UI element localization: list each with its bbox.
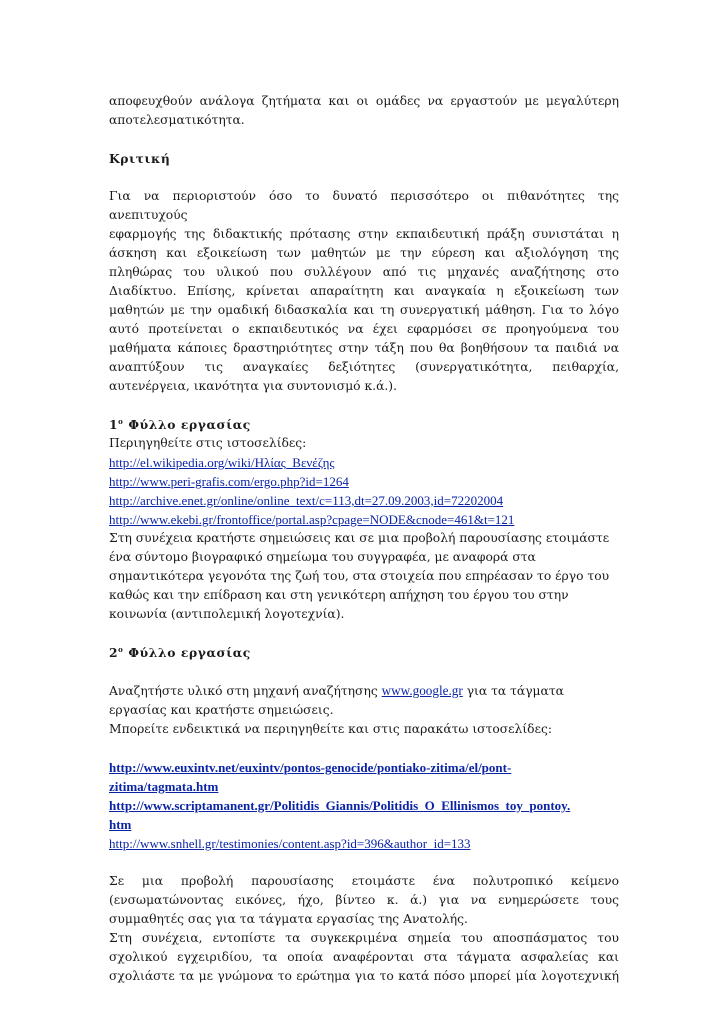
closing-line: (ενσωματώνοντας εικόνες, ήχο, βίντεο κ. ά.) για να ενημερώσετε τους — [109, 893, 619, 907]
instruction-line: ένα σύντομο βιογραφικό σημείωμα του συγγραφέα, με αναφορά στα — [109, 550, 536, 564]
instruction-line: καθώς και την επίδραση και στη γενικότερη απήχηση του έργου του στην — [109, 588, 569, 602]
critique-line: αυτενέργεια, ικανότητα για συντονισμό κ.ά.). — [109, 379, 398, 393]
critique-line: αυτό προτείνεται ο εκπαιδευτικός να έχει εφαρμόσει σε προηγούμενα του — [109, 322, 619, 336]
worksheet2-link[interactable]: http://www.snhell.gr/testimonies/content.asp?id=396&author_id=133 — [109, 836, 471, 851]
worksheet2-link[interactable]: htm — [109, 817, 132, 832]
worksheet1-heading: $1^o$ Φύλλο εργασίας — [109, 416, 251, 432]
closing-line: συμμαθητές σας για τα τάγματα εργασίας της Ανατολής. — [109, 912, 468, 926]
closing-line: Στη συνέχεια, εντοπίστε τα συγκεκριμένα σημεία του αποσπάσματος του — [109, 931, 619, 945]
critique-line: άσκηση και εξοικείωση των μαθητών με την εύρεση και αξιολόγηση της — [109, 246, 619, 260]
instruction-line: σημαντικότερα γεγονότα της ζωή του, στα στοιχεία που επηρέασαν το έργο του — [109, 569, 610, 583]
worksheet1-link[interactable]: http://archive.enet.gr/online/online_text/c=113,dt=27.09.2003,id=72202004 — [109, 493, 504, 508]
worksheet1-link[interactable]: http://el.wikipedia.org/wiki/Ηλίας_Βενέζης — [109, 455, 335, 470]
google-link[interactable]: www.google.gr — [381, 683, 463, 698]
critique-line: πληθώρας του υλικού που συλλέγουν από τις μηχανές αναζήτησης στο — [109, 265, 619, 279]
worksheet2-heading: $2^o$ Φύλλο εργασίας — [109, 644, 251, 660]
critique-paragraph — [109, 187, 619, 396]
critique-line: Για να περιοριστούν όσο το δυνατό περισσότερο οι πιθανότητες της ανεπιτυχούς — [109, 189, 619, 222]
worksheet2-link[interactable]: zitima/tagmata.htm — [109, 779, 219, 794]
worksheet1-instructions — [109, 529, 619, 624]
critique-heading: Κριτική — [109, 151, 171, 166]
critique-line: μαθητών με την ομαδική διδασκαλία και τη συνεργατική μάθηση. Για το λόγο — [109, 303, 619, 317]
critique-line: Διαδίκτυο. Επίσης, κρίνεται απαραίτητη και αναγκαία η εξοικείωση των — [109, 284, 619, 298]
worksheet2-search-line2: εργασίας και κρατήστε σημειώσεις. — [109, 703, 334, 717]
document-page — [109, 92, 619, 986]
instruction-line: κοινωνία (αντιπολεμική λογοτεχνία). — [109, 607, 345, 621]
critique-line: αναπτύξουν τις αναγκαίες δεξιότητες (συνεργατικότητα, πειθαρχία, — [109, 360, 619, 374]
instruction-line: Στη συνέχεια κρατήστε σημειώσεις και σε μια προβολή παρουσίασης ετοιμάστε — [109, 531, 610, 545]
closing-line: σχολικού εγχειριδίου, τα οποία αναφέρονται στα τάγματα ασφαλείας και — [109, 950, 619, 964]
closing-line: σχολιάστε τα με γνώμονα το ερώτημα για το κατά πόσο μπορεί μία λογοτεχνική — [109, 969, 619, 983]
critique-line: εφαρμογής της διδακτικής πρότασης στην εκπαιδευτική πράξη συνιστάται η — [109, 227, 619, 241]
worksheet2-closing — [109, 872, 619, 986]
worksheet2-link[interactable]: http://www.scriptamanent.gr/Politidis_Giannis/Politidis_O_Ellinismos_toy_pontoy. — [109, 798, 571, 813]
intro-line: αποτελεσματικότητα. — [109, 113, 245, 127]
intro-line: αποφευχθούν ανάλογα ζητήματα και οι ομάδες να εργαστούν με μεγαλύτερη — [109, 94, 619, 108]
worksheet2-browse: Μπορείτε ενδεικτικά να περιηγηθείτε και στις παρακάτω ιστοσελίδες: — [109, 722, 552, 736]
worksheet1-browse: Περιηγηθείτε στις ιστοσελίδες: — [109, 436, 307, 450]
worksheet1-link[interactable]: http://www.ekebi.gr/frontoffice/portal.asp?cpage=NODE&cnode=461&t=121 — [109, 512, 515, 527]
worksheet1-link[interactable]: http://www.peri-grafis.com/ergo.php?id=1264 — [109, 474, 349, 489]
worksheet2-link[interactable]: http://www.euxintv.net/euxintv/pontos-genocide/pontiako-zitima/el/pont- — [109, 760, 512, 775]
closing-line: Σε μια προβολή παρουσίασης ετοιμάστε ένα πολυτροπικό κείμενο — [109, 874, 619, 888]
critique-line: μαθήματα κάποιες δραστηριότητες στην τάξη που θα βοηθήσουν τα παιδιά να — [109, 341, 619, 355]
worksheet2-search: Αναζητήστε υλικό στη μηχανή αναζήτησης www.google.gr για τα τάγματα — [109, 683, 564, 698]
